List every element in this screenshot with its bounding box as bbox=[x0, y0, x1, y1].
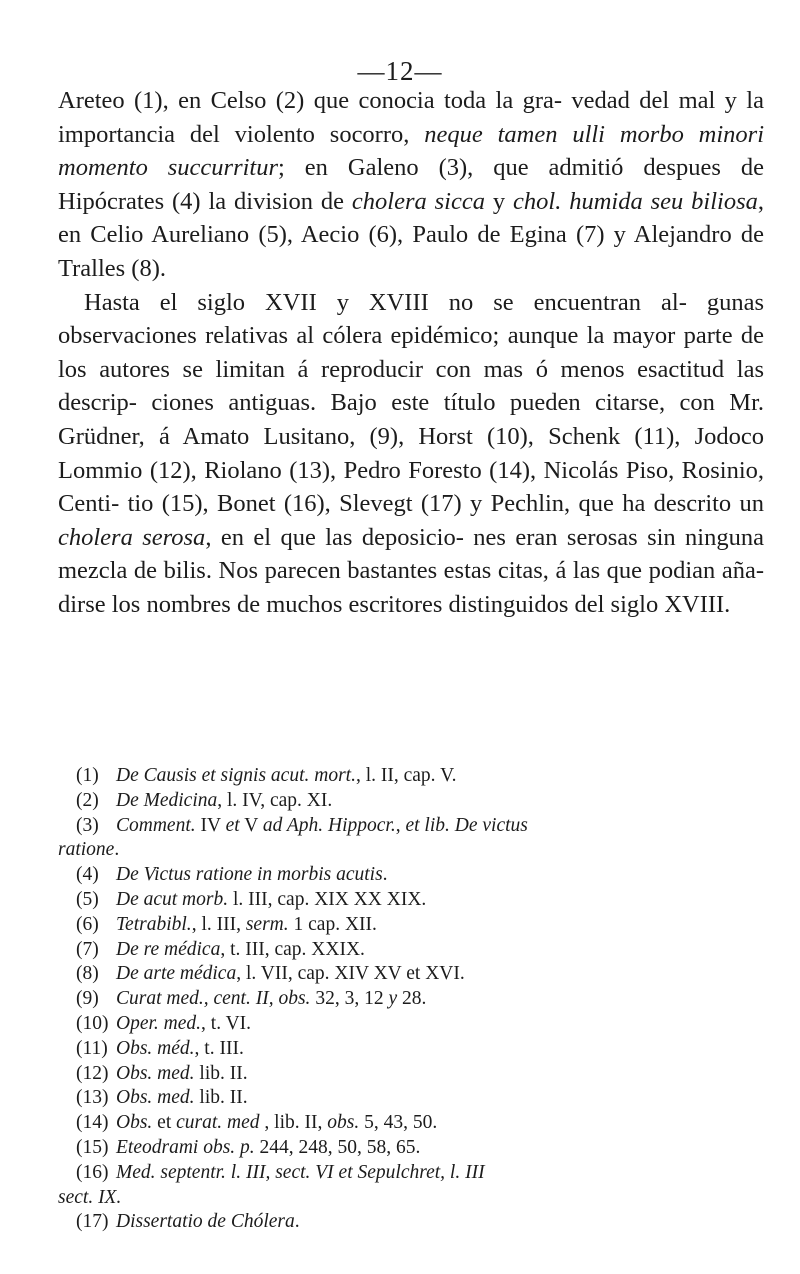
footnote-text bbox=[116, 815, 528, 836]
text-run: , t. III. bbox=[194, 1037, 244, 1059]
footnote-text bbox=[116, 1038, 244, 1059]
text-run: dirse los nombres de muchos escritores distinguidos bbox=[58, 590, 569, 618]
text-run: del siglo XVIII. bbox=[574, 590, 731, 618]
footnote-number: (12) bbox=[76, 1062, 109, 1084]
text-run: y bbox=[484, 187, 514, 215]
footnote bbox=[58, 789, 764, 814]
footnote bbox=[58, 888, 764, 913]
footnote-text bbox=[116, 1112, 437, 1133]
footnote bbox=[58, 987, 764, 1012]
italic-run: Tetrabibl. bbox=[116, 913, 192, 935]
italic-run: De re médica bbox=[116, 938, 221, 960]
text-run: de Egina (7) y Alejandro de Tralles (8). bbox=[58, 221, 765, 282]
footnote-text bbox=[116, 1013, 251, 1034]
text-run: reproducir con mas ó menos esactitud las descrip- bbox=[58, 355, 764, 417]
text-run: en Galeno (3), que admitió despues de Hipócrates bbox=[58, 154, 764, 215]
footnote bbox=[58, 1012, 764, 1037]
text-run: Schenk (11), Jodoco Lommio (12), Riolano (13), bbox=[58, 422, 764, 484]
text-run: V bbox=[239, 814, 263, 836]
footnote bbox=[58, 838, 764, 863]
italic-run: et bbox=[225, 814, 240, 836]
footnote-number: (4) bbox=[76, 864, 99, 886]
footnote-number: (7) bbox=[76, 938, 99, 960]
footnote-number: (5) bbox=[76, 888, 99, 910]
footnote-text bbox=[116, 1162, 485, 1183]
text-run: l. III, cap. XIX XX XIX. bbox=[228, 888, 427, 910]
text-run: vedad del mal y la importancia del violento socorro, bbox=[58, 87, 764, 148]
text-line bbox=[172, 188, 683, 215]
text-run: , en el que las deposicio- bbox=[205, 523, 464, 551]
text-run: nes eran serosas sin ninguna mezcla de bilis. Nos bbox=[58, 523, 764, 585]
text-run: Mr. Grüdner, á Amato Lusitano, (9), Horst (10), bbox=[58, 389, 765, 450]
italic-run: De arte médica bbox=[116, 963, 237, 985]
text-run: parecen bastantes estas citas, á las que podian aña- bbox=[264, 557, 765, 585]
text-run: et bbox=[152, 1112, 177, 1134]
italic-run: Obs. méd. bbox=[116, 1037, 195, 1059]
italic-run: Dissertatio de Chólera bbox=[116, 1211, 295, 1233]
footnote-text bbox=[116, 889, 426, 910]
text-run: Pedro Foresto (14), Nicolás Piso, Rosinio, Centi- bbox=[58, 456, 765, 518]
italic-run: Eteodrami obs. p. bbox=[116, 1136, 255, 1158]
footnote-number: (13) bbox=[76, 1087, 109, 1109]
text-run: 28. bbox=[397, 988, 427, 1010]
footnote bbox=[58, 814, 764, 839]
footnote-text bbox=[116, 963, 465, 984]
footnote-text bbox=[116, 790, 332, 811]
footnotes bbox=[58, 764, 764, 1235]
text-run: Hasta el siglo XVII y XVIII no se encuentran al- bbox=[84, 288, 687, 316]
text-line bbox=[128, 490, 614, 517]
footnote bbox=[58, 1111, 764, 1136]
footnote-number: (9) bbox=[76, 988, 99, 1010]
text-run: 5, 43, 50. bbox=[359, 1112, 438, 1134]
italic-run: ratione bbox=[58, 839, 115, 861]
footnote-text bbox=[116, 765, 457, 786]
text-run: lib. II. bbox=[194, 1062, 248, 1084]
italic-run: Med. septentr. l. III, sect. VI et Sepulchret, l. III bbox=[116, 1161, 485, 1183]
text-run: 32, 3, 12 bbox=[310, 988, 389, 1010]
italic-run: De acut morb. bbox=[116, 888, 229, 910]
text-run: . bbox=[114, 839, 120, 861]
italic-run: Comment. bbox=[116, 814, 196, 836]
footnote bbox=[58, 1210, 764, 1235]
italic-run: De Victus ratione in morbis acutis bbox=[116, 864, 383, 886]
footnote-text bbox=[116, 1211, 300, 1232]
footnote bbox=[58, 913, 764, 938]
text-run: gunas observaciones relativas al cólera epidémico; bbox=[58, 288, 764, 350]
paragraph-1 bbox=[58, 84, 764, 286]
italic-run: serm. bbox=[245, 913, 289, 935]
italic-run: cholera sicca bbox=[351, 187, 485, 215]
footnote-number: (2) bbox=[76, 789, 99, 811]
text-run: , en Celio Aureliano (5), Aecio (6), Paulo bbox=[58, 187, 764, 249]
text-run: , l. III, bbox=[191, 913, 246, 935]
footnote bbox=[58, 1186, 764, 1211]
main-text bbox=[58, 84, 764, 622]
text-run: , l. II, cap. V. bbox=[355, 765, 457, 786]
footnote-number: (10) bbox=[76, 1012, 109, 1034]
text-run: . bbox=[294, 1211, 300, 1233]
italic-run: cholera serosa bbox=[58, 523, 206, 551]
italic-run: neque tamen ulli morbo minori momento succurritur bbox=[58, 120, 765, 182]
footnote bbox=[58, 764, 764, 789]
footnote bbox=[58, 962, 764, 987]
footnote-number: (14) bbox=[76, 1112, 109, 1134]
footnote-number: (1) bbox=[76, 765, 99, 786]
paragraph-2 bbox=[58, 286, 764, 622]
text-line bbox=[58, 591, 568, 618]
footnote-text bbox=[116, 914, 377, 935]
text-run: , lib. II, bbox=[259, 1112, 328, 1134]
text-run: . bbox=[382, 864, 388, 886]
italic-run: chol. humida seu bbox=[513, 187, 684, 215]
italic-run: De Causis et signis acut. mort. bbox=[116, 765, 356, 786]
footnote bbox=[58, 1161, 764, 1186]
text-run: , bbox=[395, 814, 406, 836]
footnote bbox=[58, 1086, 764, 1111]
italic-run: Obs. med. bbox=[116, 1062, 195, 1084]
footnote-number: (6) bbox=[76, 913, 99, 935]
footnote-text bbox=[116, 864, 388, 885]
footnote bbox=[58, 938, 764, 963]
italic-run: et lib. De victus bbox=[405, 814, 528, 836]
text-run: 1 cap. XII. bbox=[288, 913, 377, 935]
italic-run: obs. bbox=[327, 1112, 360, 1134]
text-run: 244, 248, 50, 58, 65. bbox=[254, 1136, 421, 1158]
footnote-number: (16) bbox=[76, 1161, 109, 1183]
text-run: , t. VI. bbox=[201, 1012, 252, 1034]
footnote bbox=[58, 863, 764, 888]
text-line bbox=[265, 557, 764, 584]
footnote bbox=[58, 1062, 764, 1087]
text-line bbox=[151, 389, 715, 416]
footnote-text bbox=[116, 939, 365, 960]
italic-run: Obs. med. bbox=[116, 1087, 195, 1109]
italic-run: y bbox=[388, 988, 398, 1010]
text-run: lib. II. bbox=[194, 1087, 248, 1109]
footnote-text bbox=[116, 1137, 420, 1158]
text-run: IV bbox=[195, 814, 226, 836]
footnote bbox=[58, 1136, 764, 1161]
italic-run: sect. IX. bbox=[58, 1186, 122, 1208]
text-run: , t. III, cap. XXIX. bbox=[220, 938, 365, 960]
italic-run: ad Aph. Hippocr. bbox=[262, 814, 396, 836]
text-run: ciones antiguas. Bajo este título pueden citarse, con bbox=[151, 389, 715, 417]
footnote-number: (3) bbox=[76, 814, 99, 836]
text-run: ; bbox=[278, 154, 285, 182]
text-run: (4) la division de bbox=[172, 187, 352, 215]
text-run: Areteo (1), en Celso (2) que conocia toda la gra- bbox=[58, 87, 563, 114]
text-run: ha descrito un bbox=[622, 490, 764, 518]
text-run: , l. IV, cap. XI. bbox=[217, 789, 333, 811]
text-run: aunque la mayor parte de los autores se limitan á bbox=[58, 322, 765, 383]
italic-run: Curat med., cent. II, obs. bbox=[116, 988, 311, 1010]
italic-run: curat. med bbox=[176, 1112, 260, 1134]
footnote-number: (17) bbox=[76, 1211, 109, 1233]
text-run: , l. VII, cap. XIV XV et XVI. bbox=[236, 963, 465, 985]
italic-run: Oper. med. bbox=[116, 1012, 202, 1034]
footnote-text bbox=[116, 988, 426, 1009]
text-line bbox=[574, 591, 730, 618]
footnote-number: (8) bbox=[76, 963, 99, 985]
italic-run: Obs. bbox=[116, 1112, 153, 1134]
italic-run: biliosa bbox=[691, 187, 758, 215]
italic-run: De Medicina bbox=[116, 789, 218, 811]
text-line bbox=[84, 289, 687, 316]
footnote-number: (15) bbox=[76, 1136, 109, 1158]
footnote-text bbox=[58, 1187, 121, 1208]
footnote-text bbox=[58, 839, 119, 860]
page-number: —12— bbox=[357, 56, 443, 86]
footnote-text bbox=[116, 1087, 248, 1108]
text-line bbox=[58, 87, 562, 114]
text-run: tio (15), Bonet (16), Slevegt (17) y Pechlin, que bbox=[127, 490, 614, 518]
footnote-text bbox=[116, 1063, 248, 1084]
footnote-number: (11) bbox=[76, 1037, 108, 1059]
footnote bbox=[58, 1037, 764, 1062]
